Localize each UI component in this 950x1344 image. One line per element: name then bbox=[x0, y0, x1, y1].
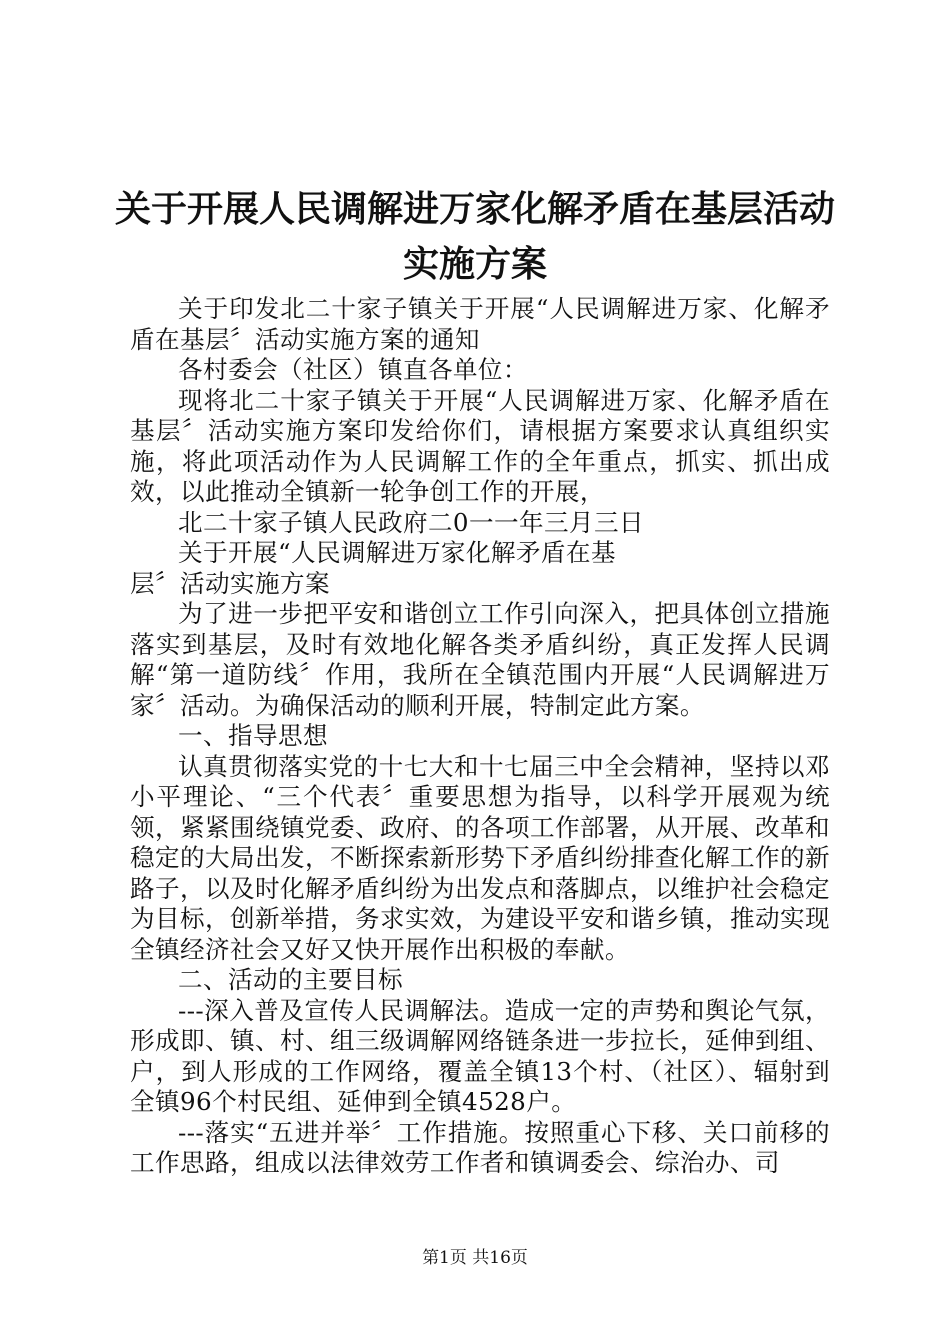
document-title-line-1: 关于开展人民调解进万家化解矛盾在基层活动 bbox=[114, 189, 835, 230]
intro-paragraph: 为了进一步把平安和谐创立工作引向深入，把具体创立措施落实到基层，及时有效地化解各类矛盾纠纷，真正发挥人民调解“第一道防线〞作用，我所在全镇范围内开展“人民调解进万家〞活动。为确保活动的顺利开展，特制定此方案。 bbox=[130, 599, 830, 720]
issuer-date-paragraph: 北二十家子镇人民政府二0一一年三月三日 bbox=[178, 507, 644, 537]
page-footer bbox=[0, 1247, 950, 1269]
page-number: 第1页 bbox=[422, 1248, 467, 1268]
goal-item-paragraph-2: ---落实“五进并举〞工作措施。按照重心下移、关口前移的工作思路，组成以法律效劳工作者和镇调委会、综治办、司 bbox=[130, 1117, 830, 1177]
section-heading-guiding-thought: 一、指导思想 bbox=[178, 721, 328, 750]
document-body bbox=[130, 294, 830, 1179]
notice-heading-paragraph: 关于印发北二十家子镇关于开展“人民调解进万家、化解矛盾在基层〞活动实施方案的通知 bbox=[130, 294, 830, 354]
plan-title-paragraph: 关于开展“人民调解进万家化解矛盾在基层〞活动实施方案 bbox=[130, 538, 616, 598]
guiding-thought-paragraph: 认真贯彻落实党的十七大和十七届三中全会精神，坚持以邓小平理论、“三个代表〞重要思想为指导，以科学开展观为统领，紧紧围绕镇党委、政府、的各项工作部署，从开展、改革和稳定的大局出发，不断探索新形势下矛盾纠纷排查化解工作的新路子，以及时化解矛盾纠纷为出发点和落脚点，以维护社会稳定为目标，创新举措，务求实效，为建设平安和谐乡镇，推动实现全镇经济社会又好又快开展作出积极的奉献。 bbox=[130, 751, 830, 964]
document-title-line-2: 实施方案 bbox=[402, 244, 547, 285]
section-heading-main-goals: 二、活动的主要目标 bbox=[178, 965, 403, 994]
page-total: 共16页 bbox=[472, 1248, 528, 1268]
goal-item-paragraph-1: ---深入普及宣传人民调解法。造成一定的声势和舆论气氛，形成即、镇、村、组三级调解网络链条进一步拉长，延伸到组、户，到人形成的工作网络，覆盖全镇13个村、（社区）、辐射到全镇96个村民组、延伸到全镇4528户。 bbox=[130, 995, 830, 1116]
notice-body-paragraph: 现将北二十家子镇关于开展“人民调解进万家、化解矛盾在基层〞活动实施方案印发给你们，请根据方案要求认真组织实施，将此项活动作为人民调解工作的全年重点，抓实、抓出成效，以此推动全镇新一轮争创工作的开展， bbox=[130, 385, 830, 506]
addressee-paragraph: 各村委会（社区）镇直各单位： bbox=[178, 355, 528, 384]
